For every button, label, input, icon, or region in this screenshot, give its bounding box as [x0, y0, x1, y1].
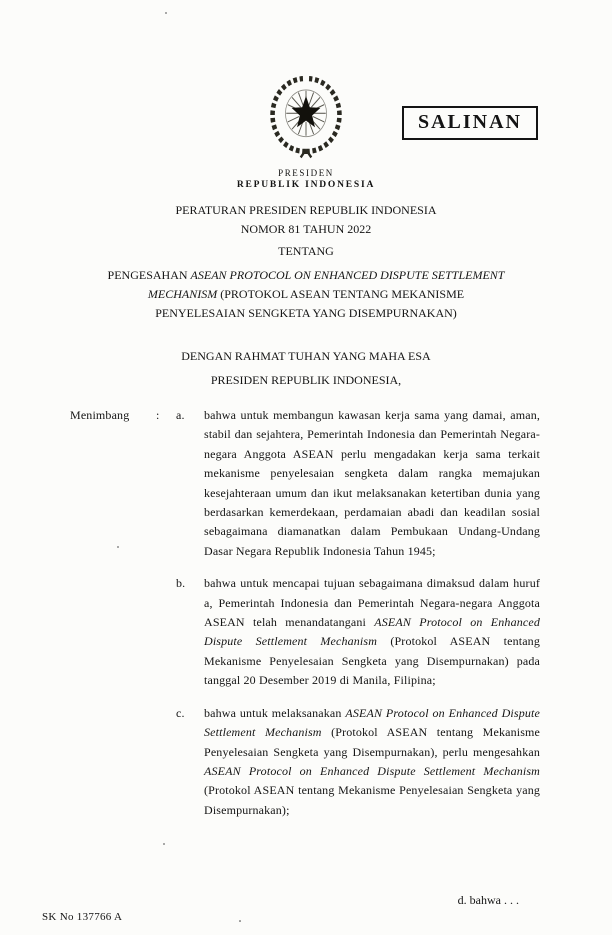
- document-control-number: SK No 137766 A: [42, 911, 123, 923]
- regulation-title-line: PERATURAN PRESIDEN REPUBLIK INDONESIA: [175, 203, 437, 217]
- subject-line: PENGESAHAN ASEAN PROTOCOL ON ENHANCED DISPUTE SETTLEMENT: [107, 268, 505, 282]
- considering-item-b: [176, 574, 540, 690]
- considering-item-c: [176, 704, 540, 820]
- item-letter: b.: [176, 576, 186, 591]
- letterhead-republik-indonesia: REPUBLIK INDONESIA: [236, 180, 376, 190]
- considering-colon: :: [156, 408, 160, 422]
- salinan-label: SALINAN: [417, 111, 522, 133]
- considering-items: [176, 406, 540, 833]
- subject-line: PENYELESAIAN SENGKETA YANG DISEMPURNAKAN): [155, 306, 457, 320]
- item-letter: c.: [176, 705, 185, 720]
- presidential-emblem: [267, 0, 345, 165]
- scan-speck: [239, 920, 241, 922]
- grace-clause: DENGAN RAHMAT TUHAN YANG MAHA ESA: [181, 349, 431, 363]
- scan-speck: [117, 546, 119, 548]
- regulation-title: [0, 201, 612, 239]
- subject-line: MECHANISM (PROTOKOL ASEAN TENTANG MEKANISME: [147, 287, 465, 301]
- considering-section: [0, 406, 612, 833]
- item-text: bahwa untuk melaksanakan ASEAN Protocol on Enhanced Dispute Settlement Mechanism (Protokol ASEAN tentang Mekanisme Penyelesaian Sengketa yang Disempurnakan), perlu mengesahkan ASEAN Protocol on Enhanced Dispute Settlement Mechanism (Protokol ASEAN tentang Mekanisme Penyelesaian Sengketa yang Disempurnakan);: [204, 705, 540, 817]
- letterhead-presiden: PRESIDEN: [278, 168, 334, 178]
- item-letter: a.: [176, 408, 185, 422]
- star-wreath-seal-icon: [268, 70, 344, 160]
- scan-speck: [165, 12, 167, 14]
- catchword-next-page: d. bahwa . . .: [457, 893, 519, 907]
- regulation-number-line: NOMOR 81 TAHUN 2022: [240, 222, 372, 236]
- regulation-subject: [0, 266, 612, 323]
- considering-item-a: [176, 406, 540, 561]
- considering-label: Menimbang: [70, 408, 130, 422]
- item-text: bahwa untuk membangun kawasan kerja sama yang damai, aman, stabil dan sejahtera, Pemerintah Indonesia dan Pemerintah Negara-negara Anggota ASEAN perlu mengadakan kerja sama terkait mekanisme penyelesaian sengketa dalam rangka memajukan kesejahteraan umum dan ikut melaksanakan ketertiban dunia yang berdasarkan kemerdekaan, perdamaian abadi dan keadilan sosial sebagaimana diamanatkan dalam Pembukaan Undang-Undang Dasar Negara Republik Indonesia Tahun 1945;: [204, 408, 540, 558]
- tentang-heading: TENTANG: [278, 244, 334, 258]
- letterhead: [0, 168, 612, 190]
- salinan-stamp: [402, 106, 538, 140]
- authority-line: PRESIDEN REPUBLIK INDONESIA,: [210, 373, 402, 387]
- item-text: bahwa untuk mencapai tujuan sebagaimana dimaksud dalam huruf a, Pemerintah Indonesia dan Pemerintah Negara-negara Anggota ASEAN telah menandatangani ASEAN Protocol on Enhanced Dispute Settlement Mechanism (Protokol ASEAN tentang Mekanisme Penyelesaian Sengketa yang Disempurnakan) pada tanggal 20 Desember 2019 di Manila, Filipina;: [204, 576, 540, 688]
- scan-speck: [163, 843, 165, 845]
